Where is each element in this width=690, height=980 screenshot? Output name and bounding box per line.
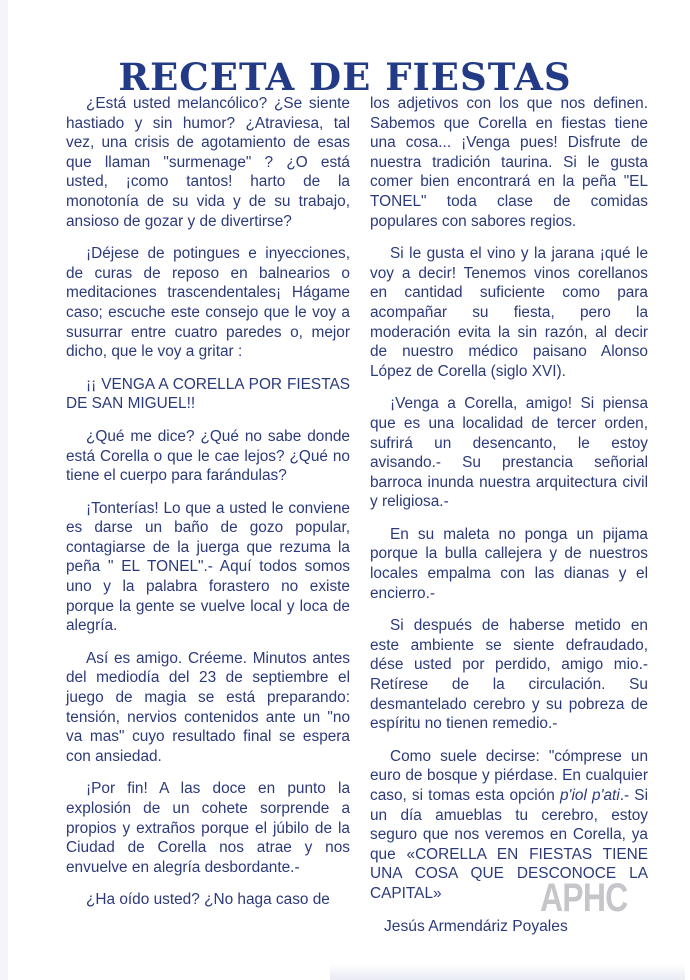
closing-text: Como suele decirse: "cómprese un euro de bosque y piérdase. En cualquier caso, si tomas esta opción [370,747,648,804]
paragraph: En su maleta no ponga un pijama porque la bulla callejera y de nuestros locales empalma con las dianas y el encierro.- [370,525,648,602]
paragraph: Si le gusta el vino y la jarana ¡qué le voy a decir! Tenemos vinos corellanos en cantidad suficiente como para acompañar su fiesta, pero la moderación evita la sin razón, al decir de nuestro médico paisano Alonso López de Corella (siglo XVI). [370,245,648,380]
closing-italic: p'iol p'ati [559,787,620,804]
paragraph: ¡Tonterías! Lo que a usted le conviene es darse un baño de gozo popular, contagiarse de la juerga que rezuma la peña " EL TONEL".- Aquí todos somos uno y la palabra forastero no existe porque la gente se vuelve local y loca de alegría. [66,499,350,635]
paragraph: los adjetivos con los que nos definen. Sabemos que Corella en fiestas tiene una cosa... ¡Venga pues! Disfrute de nuestra tradición taurina. Si le gusta comer bien encontrará en la peña "EL TONEL" toda clase de comidas populares con sabores regios. [370,95,648,230]
paragraph: ¿Qué me dice? ¿Qué no sabe donde está Corella o que le cae lejos? ¿Qué no tiene el cuerpo para farándulas? [66,427,350,485]
left-column [66,94,350,923]
article-title: RECETA DE FIESTAS [118,54,572,99]
scan-edge [330,964,685,980]
paragraph: Así es amigo. Créeme. Minutos antes del mediodía del 23 de septiembre el juego de magia se está preparando: tensión, nervios contenidos ante un "no va mas" cuyo resultado final se espera con ansiedad. [66,649,350,765]
paragraph: ¿Ha oído usted? ¿No haga caso de [86,891,330,909]
archive-stamp: APHC [540,876,628,920]
paragraph: Si después de haberse metido en este ambiente se siente defraudado, dése usted por perdido, amigo mio.- Retírese de la circulación. Su desmantelado cerebro y su pobreza de espíritu no tienen remedio.- [370,617,648,733]
paragraph: ¡¡ VENGA A CORELLA POR FIESTAS DE SAN MIGUEL!! [66,375,350,413]
paragraph: ¡Déjese de potingues e inyecciones, de curas de reposo en balnearios o meditaciones trascendentales¡ Hágame caso; escuche este consejo que le voy a susurrar entre cuatro paredes o, mejor dicho, que le voy a gritar : [66,245,350,361]
author-signature: Jesús Armendáriz Poyales [384,917,568,935]
paragraph: ¡Venga a Corella, amigo! Si piensa que es una localidad de tercer orden, sufrirá un desencanto, le estoy avisando.- Su prestancia señorial barroca inunda nuestra arquitectura civil y religiosa.- [370,395,648,511]
closing-text-end: .- Si un día amueblas tu cerebro, estoy seguro que nos veremos en Corella, ya que «CORELLA EN FIESTAS TIENE UNA COSA QUE DESCONOCE LA CAPITAL» [370,787,648,902]
right-column [370,94,648,949]
paragraph: ¿Está usted melancólico? ¿Se siente hastiado y sin humor? ¿Atraviesa, tal vez, una crisis de agotamiento de esas que llaman "surmenage" ? ¿O está usted, ¡como tantos! harto de la monotonía de su vida y de su trabajo, ansioso de gozar y de divertirse? [66,95,350,230]
paragraph: ¡Por fin! A las doce en punto la explosión de un cohete sorprende a propios y extraños porque el júbilo de la Ciudad de Corella nos atrae y nos envuelve en alegría desbordante.- [66,780,350,876]
